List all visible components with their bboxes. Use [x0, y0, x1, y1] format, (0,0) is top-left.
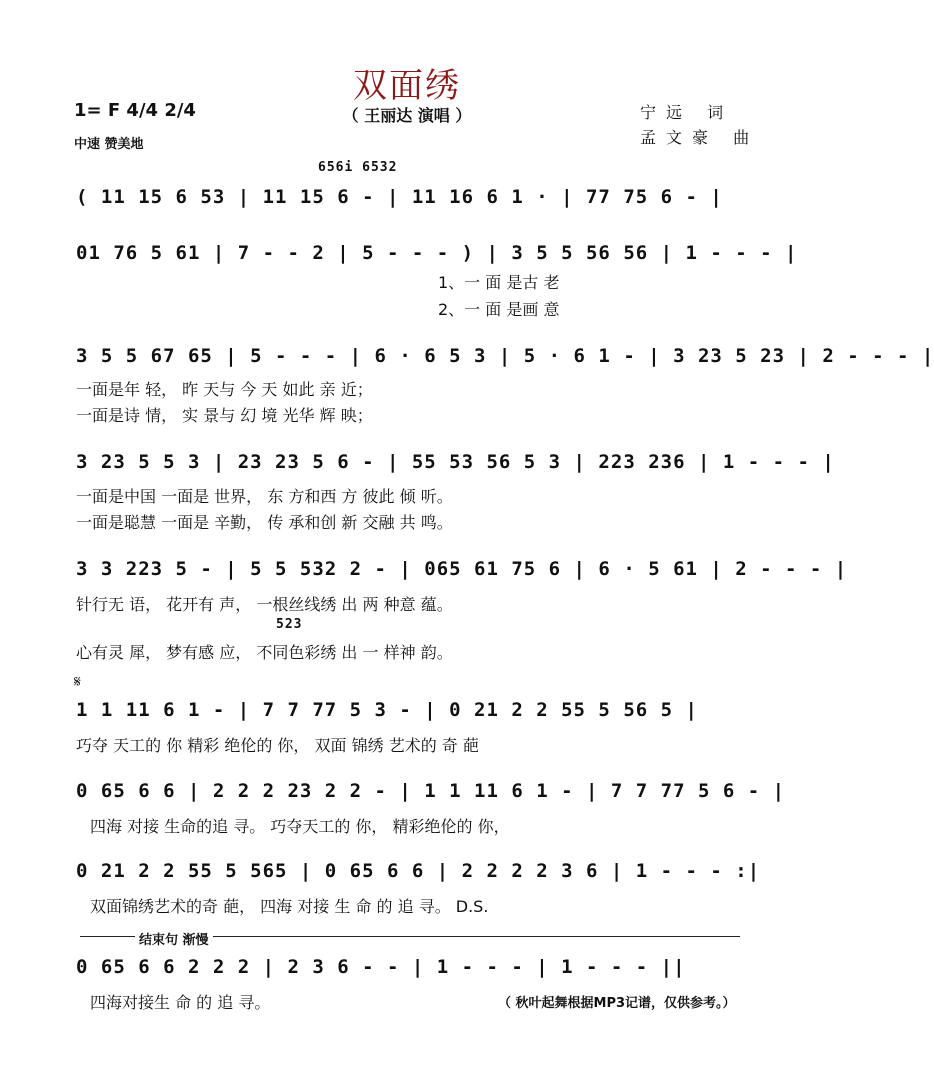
score-row-1: ( 11 15 6 53 | 11 15 6 - | 11 16 6 1 · | 77 75 6 - | [76, 186, 723, 208]
lyric-verse-2: 心有灵 犀， 梦有感 应， 不同色彩绣 出 一 样神 韵。 [76, 643, 453, 662]
segno-sign: 𝄋 [74, 672, 81, 691]
song-title: 双面绣 [353, 66, 461, 106]
lyric-line: 巧夺 天工的 你 精彩 绝伦的 你， 双面 锦绣 艺术的 奇 葩 [76, 736, 479, 755]
key-signature: 1= F 4/4 2/4 [74, 100, 196, 121]
footnote: （ 秋叶起舞根据MP3记谱，仅供参考。） [498, 996, 736, 1011]
ornament-notes: 523 [276, 617, 303, 632]
lyric-verse-1: 一面是中国 一面是 世界， 东 方和西 方 彼此 倾 听。 [76, 487, 453, 506]
ornament-notes: 656i 6532 [318, 160, 398, 175]
lyricist-credit: 宁远 词 [640, 103, 734, 122]
lyric-verse-1: 针行无 语， 花开有 声， 一根丝线绣 出 两 种意 蕴。 [76, 595, 453, 614]
lyric-verse-2: 一面是聪慧 一面是 辛勤， 传 承和创 新 交融 共 鸣。 [76, 513, 453, 532]
singer-credit: （ 王丽达 演唱 ） [342, 106, 472, 125]
ending-label: 结束句 渐慢 [135, 929, 213, 948]
score-row-6: 1 1 11 6 1 - | 7 7 77 5 3 - | 0 21 2 2 55 5 56 5 | [76, 699, 698, 721]
lyric-verse-1: 一面是年 轻， 昨 天与 今 天 如此 亲 近； [76, 380, 373, 399]
lyric-line: 四海 对接 生命的追 寻。 巧夺天工的 你， 精彩绝伦的 你， [90, 817, 510, 836]
score-row-7: 0 65 6 6 | 2 2 2 23 2 2 - | 1 1 11 6 1 - | 7 7 77 5 6 - | [76, 780, 786, 802]
score-row-5: 3 3 223 5 - | 5 5 532 2 - | 065 61 75 6 | 6 · 5 61 | 2 - - - | [76, 558, 848, 580]
lyric-verse-2: 一面是诗 情， 实 景与 幻 境 光华 辉 映； [76, 406, 373, 425]
score-row-8: 0 21 2 2 55 5 565 | 0 65 6 6 | 2 2 2 2 3 6 | 1 - - - :| [76, 860, 761, 882]
lyric-verse-2: 2、一 面 是画 意 [438, 300, 560, 319]
tempo-marking: 中速 赞美地 [74, 137, 144, 152]
lyric-line: 四海对接生 命 的 追 寻。 [90, 993, 271, 1012]
score-row-3: 3 5 5 67 65 | 5 - - - | 6 · 6 5 3 | 5 · 6 1 - | 3 23 5 23 | 2 - - - | [76, 345, 934, 367]
score-row-2: 01 76 5 61 | 7 - - 2 | 5 - - - ) | 3 5 5 56 56 | 1 - - - | [76, 242, 798, 264]
lyric-verse-1: 1、一 面 是古 老 [438, 273, 560, 292]
composer-credit: 孟文豪 曲 [640, 128, 760, 147]
score-row-4: 3 23 5 5 3 | 23 23 5 6 - | 55 53 56 5 3 | 223 236 | 1 - - - | [76, 451, 835, 473]
score-row-9: 0 65 6 6 2 2 2 | 2 3 6 - - | 1 - - - | 1 - - - || [76, 956, 686, 978]
lyric-line: 双面锦绣艺术的奇 葩， 四海 对接 生 命 的 追 寻。 D.S. [90, 897, 489, 916]
